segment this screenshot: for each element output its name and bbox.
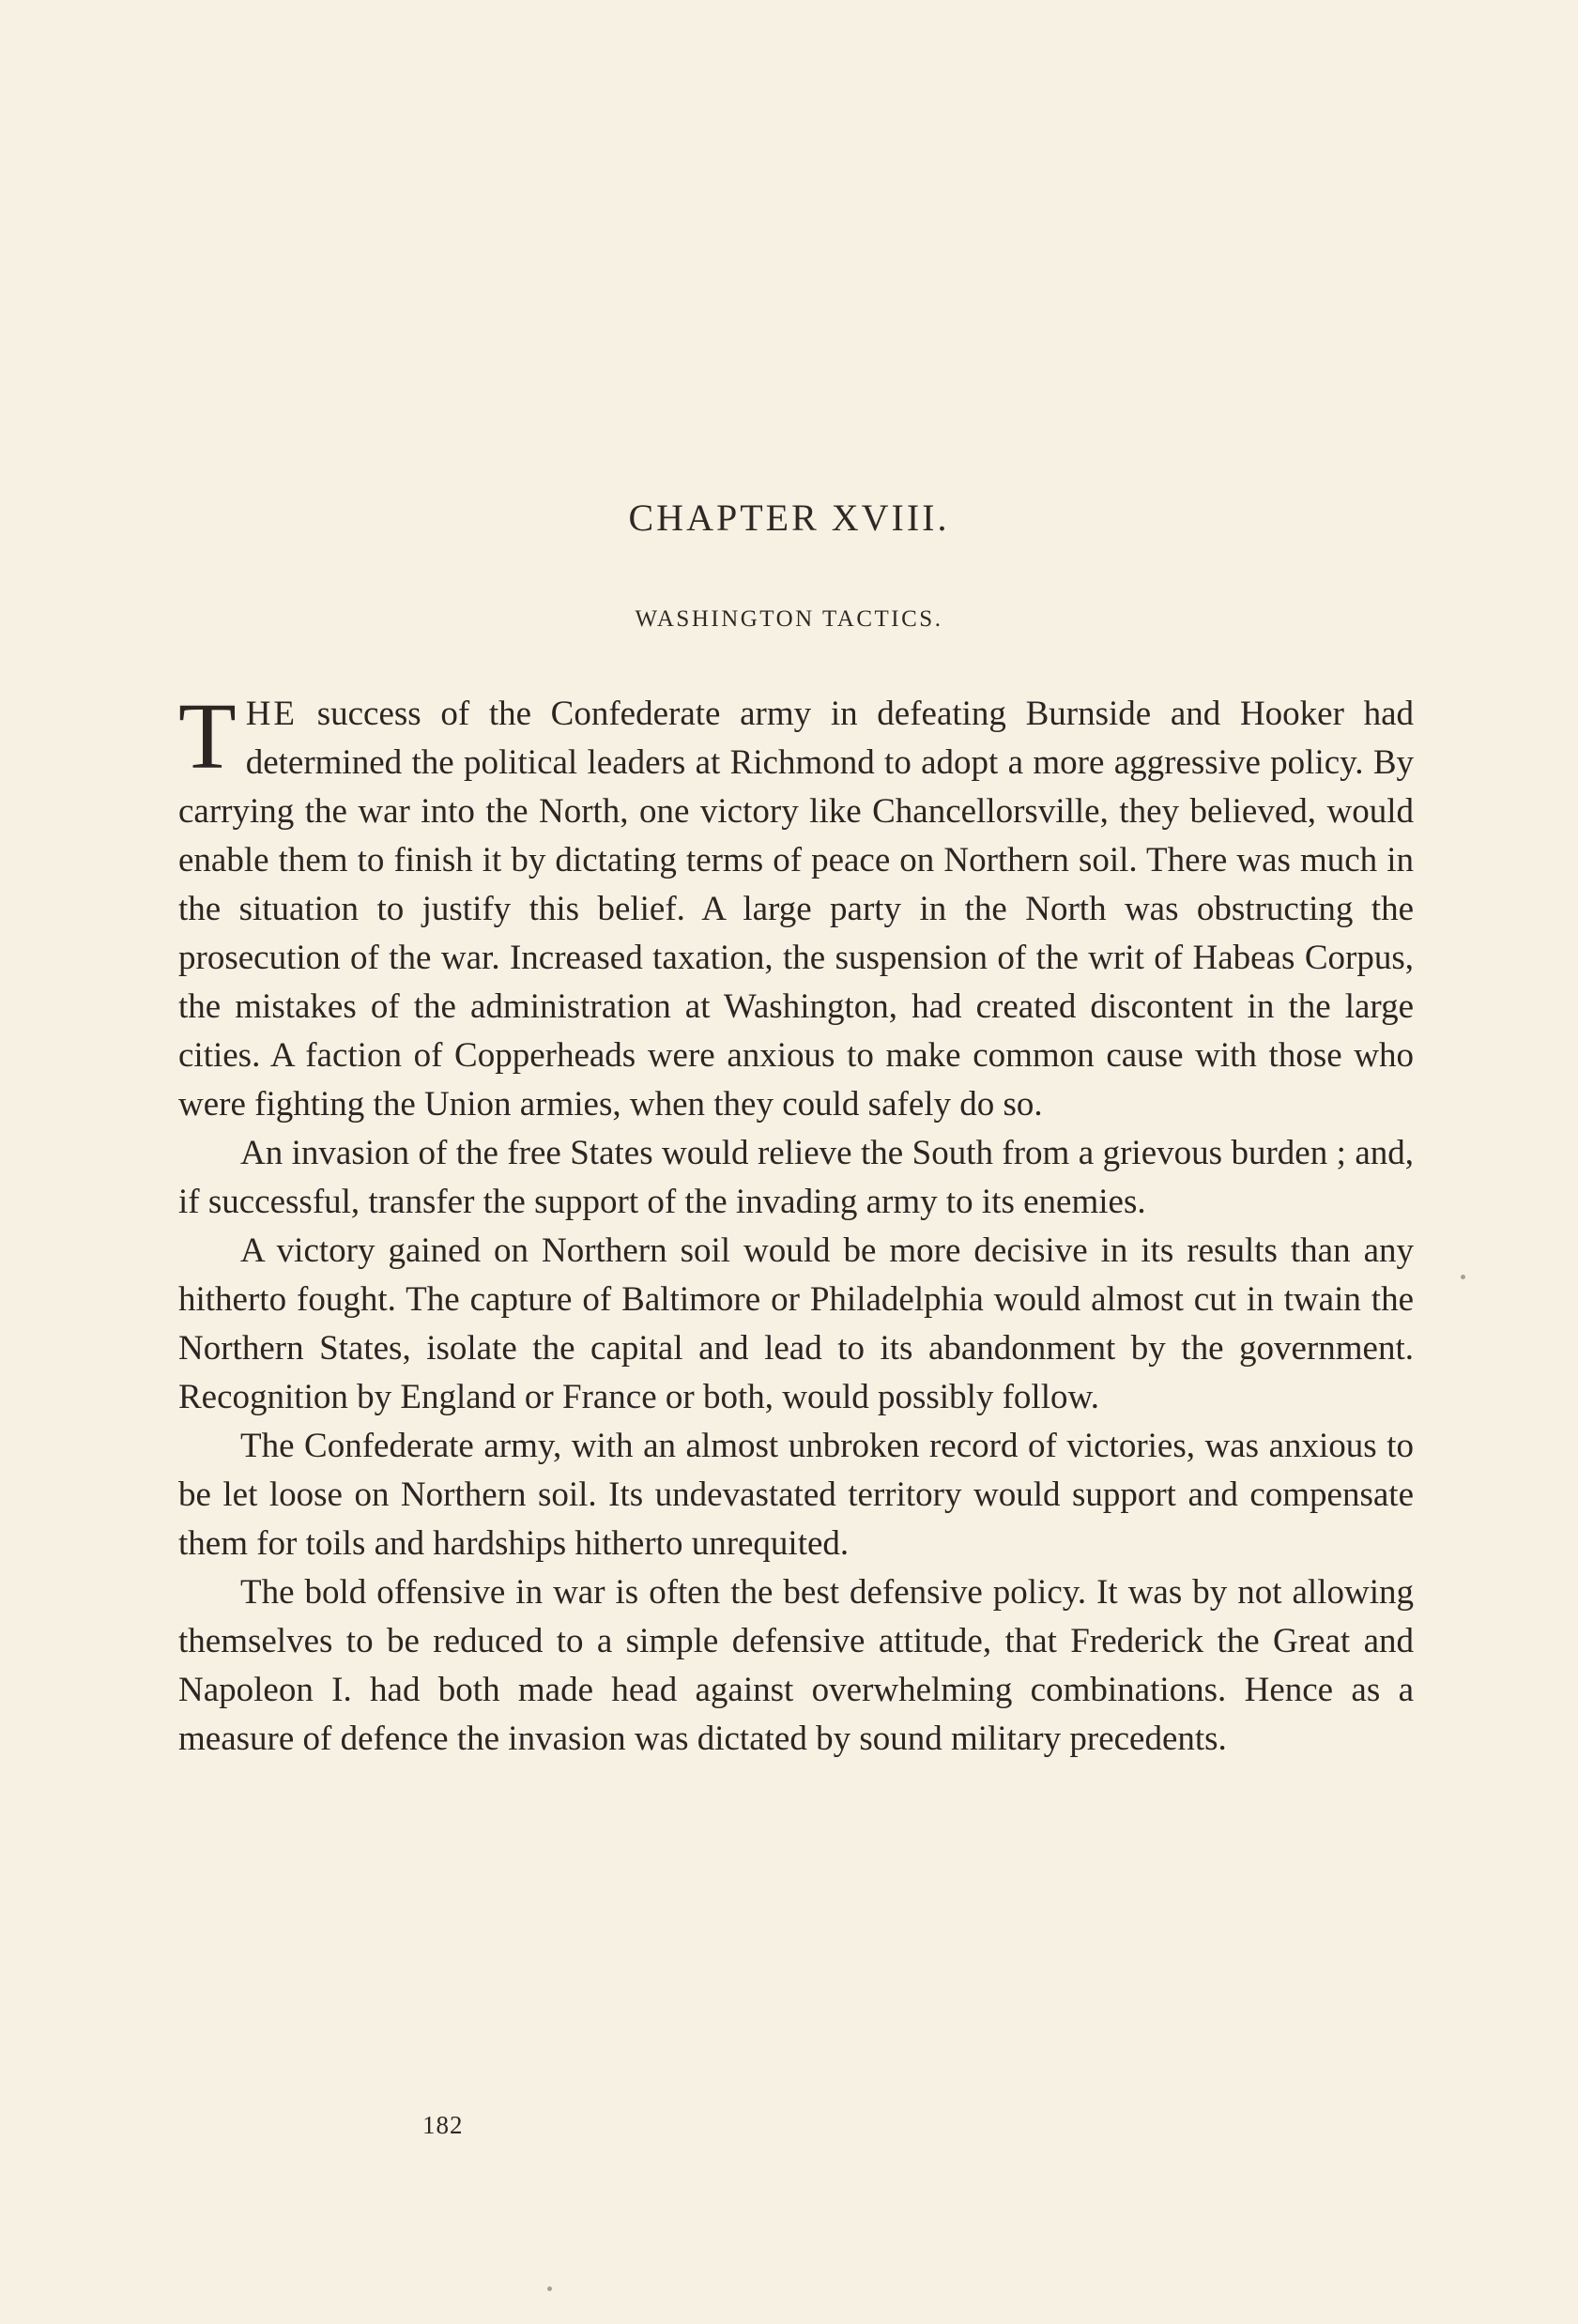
chapter-body — [178, 683, 1414, 1764]
drop-cap: T — [178, 683, 237, 788]
paragraph-5: The bold offensive in war is often the best defensive policy. It was by not allowing themselves to be reduced to a simple defensive attitude, that Frederick the Great and Napoleon I. had both made head against overwhelming combinations. Hence as a measure of defence the invasion was dictated by sound military precedents. — [178, 1573, 1414, 1758]
paragraph-2: An invasion of the free States would relieve the South from a grievous burden ; and, if successful, transfer the support of the invading army to its enemies. — [178, 1134, 1414, 1221]
paragraph-1 — [178, 683, 1414, 1129]
chapter-title: CHAPTER XVIII. — [628, 497, 950, 539]
paper-speck — [547, 2286, 552, 2291]
chapter-subtitle: WASHINGTON TACTICS. — [635, 606, 943, 632]
lead-capitals: HE — [245, 695, 299, 733]
paper-speck — [1461, 1275, 1465, 1279]
paragraph-1-text: success of the Confederate army in defeating Burnside and Hooker had determined the political leaders at Richmond to adopt a more aggressive policy. By carrying the war into the North, one victory like Chancellorsville, they believed, would enable them to finish it by dictating terms of peace on Northern soil. There was much in the situation to justify this belief. A large party in the North was obstructing the prosecution of the war. Increased taxation, the suspension of the writ of Habeas Corpus, the mistakes of the administration at Washington, had created discontent in the large cities. A faction of Copperheads were anxious to make common cause with those who were fighting the Union armies, when they could safely do so. — [178, 695, 1414, 1124]
page-number: 182 — [422, 2111, 464, 2139]
paragraph-4: The Confederate army, with an almost unbroken record of victories, was anxious to be let loose on Northern soil. Its undevastated territory would support and compensate them for toils and hardships hitherto unrequited. — [178, 1427, 1414, 1563]
paragraph-3: A victory gained on Northern soil would be more decisive in its results than any hitherto fought. The capture of Baltimore or Philadelphia would almost cut in twain the Northern States, isolate the capital and lead to its abandonment by the government. Recognition by England or France or both, would possibly follow. — [178, 1231, 1414, 1416]
